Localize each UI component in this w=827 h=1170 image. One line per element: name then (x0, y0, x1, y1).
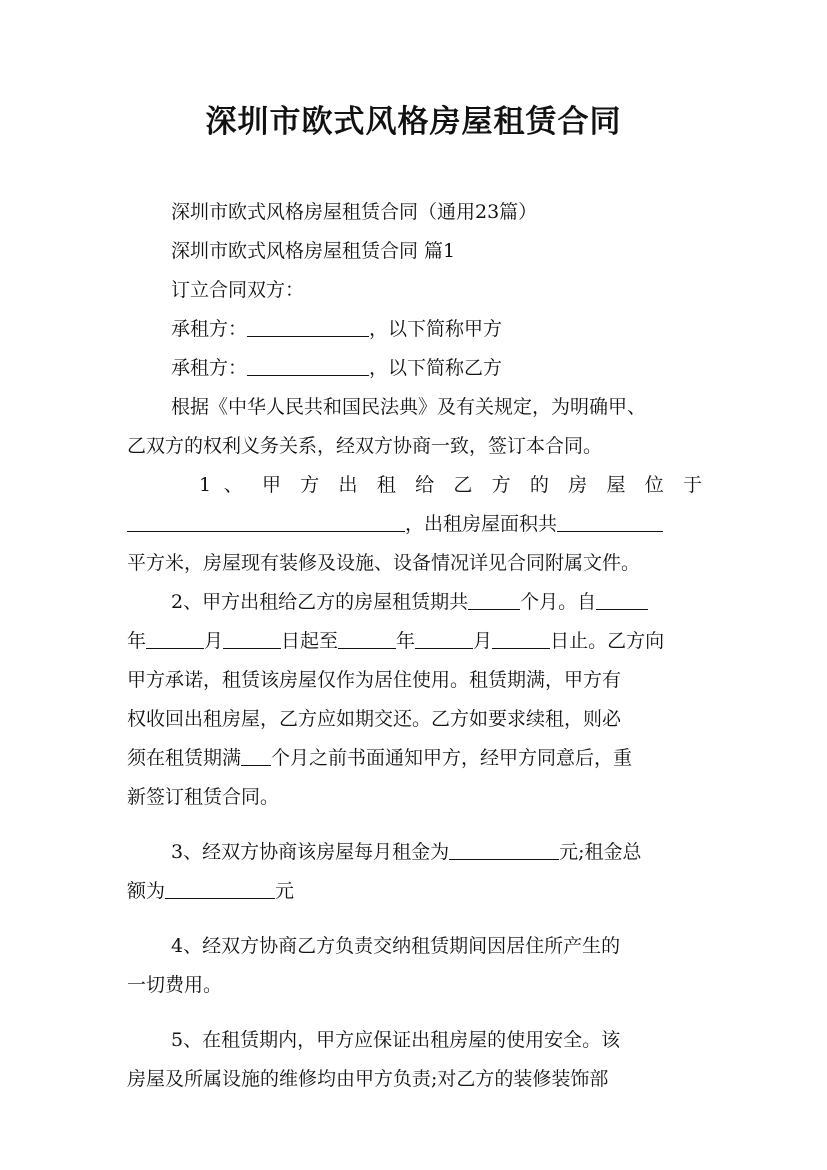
blank-field (165, 876, 275, 899)
blank-field (241, 743, 271, 766)
party-a-line (127, 310, 702, 349)
text: 个月。自 (520, 591, 597, 613)
clause-2-line (127, 778, 702, 817)
text: ，出租房屋面积共 (405, 513, 558, 535)
text: 年 (127, 630, 147, 652)
text: 日止。乙方向 (550, 630, 665, 652)
text: 月 (473, 630, 493, 652)
clause-3-line (127, 872, 702, 911)
blank-field (338, 626, 396, 649)
text: 日起至 (281, 630, 339, 652)
clause-1-line (127, 505, 702, 544)
blank-field (557, 509, 663, 532)
paragraph-line (127, 427, 702, 466)
clause-2-line (127, 583, 702, 622)
text: 订立合同双方： (171, 279, 305, 301)
clause-1-line (127, 544, 702, 583)
text: 一切费用。 (127, 974, 223, 996)
text: 新签订租赁合同。 (127, 786, 280, 808)
blank-field (146, 626, 204, 649)
party-b-line (127, 349, 702, 388)
blank-field (247, 314, 369, 337)
text: 平方米，房屋现有装修及设施、设备情况详见合同附属文件。 (127, 552, 641, 574)
text: 5、在租赁期内，甲方应保证出租房屋的使用安全。该 (171, 1029, 621, 1051)
blank-field (247, 353, 369, 376)
blank-field (596, 587, 648, 610)
subtitle-line (127, 193, 702, 232)
text: 3、经双方协商该房屋每月租金为 (171, 841, 450, 863)
text: 权收回出租房屋，乙方应如期交还。乙方如要求续租，则必 (127, 708, 622, 730)
blank-field (492, 626, 550, 649)
clause-2-line (127, 622, 702, 661)
clause-2-line (127, 739, 702, 778)
text: 甲方承诺，租赁该房屋仅作为居住使用。租赁期满，甲方有 (127, 669, 622, 691)
text: 根据《中华人民共和国民法典》及有关规定，为明确甲、 (171, 396, 647, 418)
text: 元;租金总 (559, 841, 642, 863)
text: 承租方： (171, 318, 248, 340)
text: 深圳市欧式风格房屋租赁合同 篇1 (171, 240, 456, 262)
clause-3-line (127, 833, 702, 872)
clause-4-line (127, 966, 702, 1005)
text: 4、经双方协商乙方负责交纳租赁期间因居住所产生的 (171, 935, 621, 957)
text: 月 (204, 630, 224, 652)
section-heading (127, 232, 702, 271)
text: 1 、 甲 方 出 租 给 乙 方 的 房 屋 位 于 (199, 474, 702, 496)
blank-field (223, 626, 281, 649)
clause-4-line (127, 927, 702, 966)
clause-2-line (127, 661, 702, 700)
text: 乙双方的权利义务关系，经双方协商一致，签订本合同。 (127, 435, 603, 457)
text: 深圳市欧式风格房屋租赁合同（通用23篇） (171, 201, 538, 223)
blank-field (468, 587, 520, 610)
clause-2-line (127, 700, 702, 739)
text: 年 (396, 630, 416, 652)
text: 个月之前书面通知甲方，经甲方同意后，重 (271, 747, 633, 769)
text: 2、甲方出租给乙方的房屋租赁期共 (171, 591, 469, 613)
clause-5-line (127, 1021, 702, 1060)
text: 额为 (127, 880, 166, 902)
clause-5-line (127, 1060, 702, 1099)
blank-field (415, 626, 473, 649)
parties-heading (127, 271, 702, 310)
document-title: 深圳市欧式风格房屋租赁合同 (205, 104, 622, 140)
clause-1-line (127, 466, 702, 505)
text: ，以下简称乙方 (369, 357, 503, 379)
blank-field (127, 509, 405, 532)
text: 元 (275, 880, 295, 902)
document-body (127, 193, 702, 1099)
text: ，以下简称甲方 (369, 318, 503, 340)
paragraph-line (127, 388, 702, 427)
blank-field (449, 837, 559, 860)
text: 承租方： (171, 357, 248, 379)
text: 须在租赁期满 (127, 747, 242, 769)
text: 房屋及所属设施的维修均由甲方负责;对乙方的装修装饰部 (127, 1068, 609, 1090)
